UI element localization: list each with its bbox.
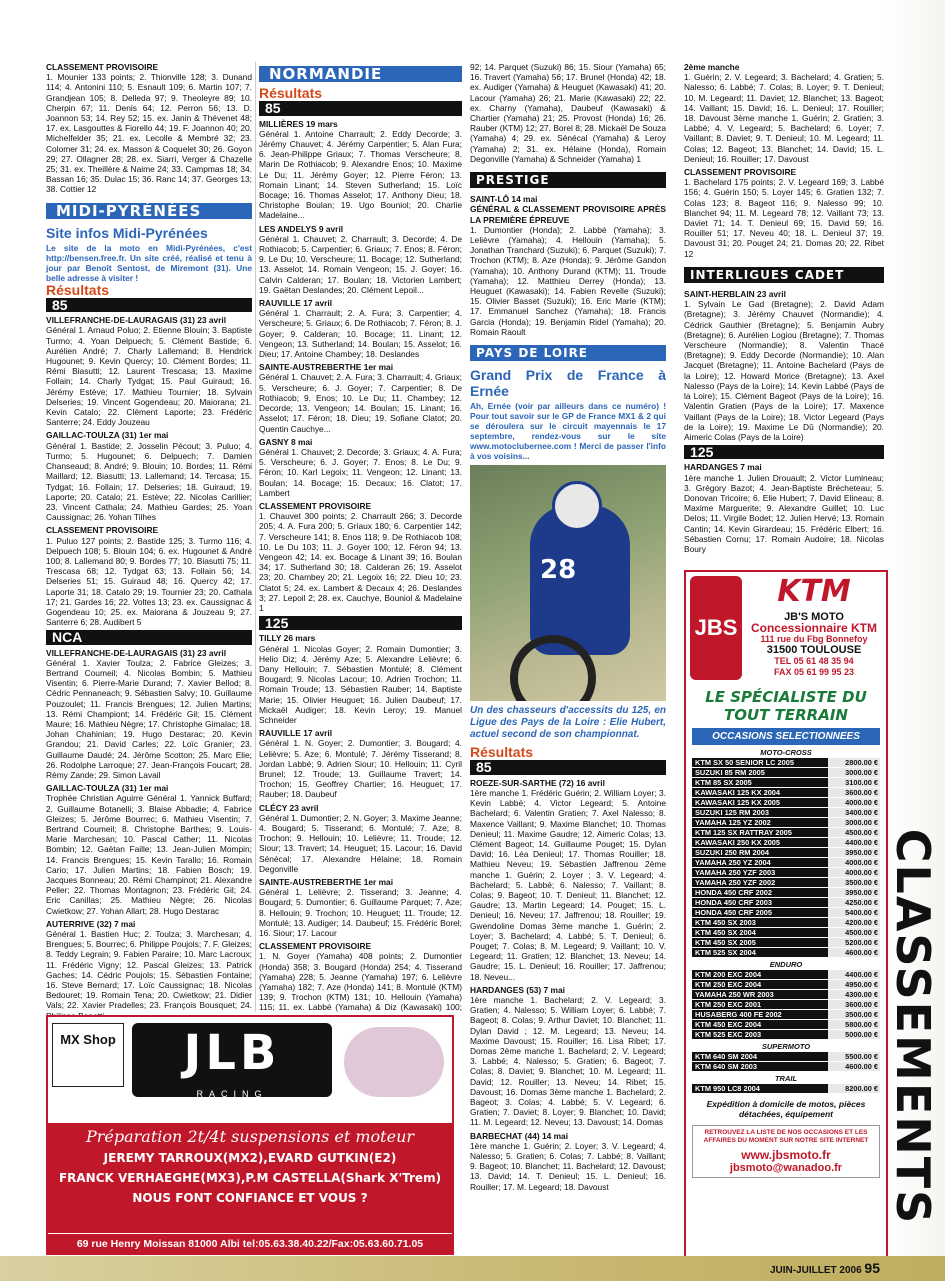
normandie-banner: NORMANDIE bbox=[259, 66, 462, 82]
occasions-heading: OCCASIONS SELECTIONNEES bbox=[692, 728, 880, 745]
event-results: Général 1. Bastide; 2. Josselin Pécout; 3. Puluo; 4. Turmo; 5. Hugounet; 6. Delpuech; 7. Damien Chanseaud; 8. André; 9. Blouin; 10. Bordes; 11. Rémi Maillard; 12. Biasutti; 13. Lallemand; 14. Tercasa; 15. Tydgat; 16. Follain; 17. Delseries; 18. Guiraud; 19. Laporte; 20. Catalo; 21. Estève; 22. Nicolas Carillier; 23. Vincent Cathala; 24. Mathieu Gardes; 25. Yoan Caussignac; 26. Yohan Tilhes bbox=[46, 440, 252, 523]
occasion-model: KTM 450 SX 2003 bbox=[692, 918, 828, 927]
result-section bbox=[259, 298, 462, 359]
result-section bbox=[470, 1131, 666, 1192]
occasion-row bbox=[692, 858, 880, 867]
occasion-price: 5500.00 € bbox=[828, 1052, 880, 1061]
event-results: Général 1. N. Goyer; 2. Dumontier; 3. Bougard; 4. Lelièvre; 5. Aze; 6. Montulé; 7. Jérémy Tisserand; 8. Jordan Labbé; 9. Adrien Siour; 10. Hellouin; 11. Cyril Brunel; 12. Troude; 13. Guillaume Travert; 14. Trochon; 15. Geoffrey Chartier; 16. Heuguet; 17. Rauber; 18. Daubeuf bbox=[259, 738, 462, 800]
category-85: 85 bbox=[470, 760, 666, 774]
result-section bbox=[259, 119, 462, 221]
jlb-line-3: FRANCK VERHAEGHE(MX3),P.M CASTELLA(Shark X'Trem) bbox=[58, 1171, 442, 1185]
jlb-logo: JLB bbox=[132, 1023, 332, 1097]
occasion-model: KTM 85 SX 2005 bbox=[692, 778, 828, 787]
jbs-footer bbox=[692, 1125, 880, 1178]
result-section bbox=[46, 430, 252, 522]
plate-number: 28 bbox=[540, 555, 577, 586]
occasion-price: 4600.00 € bbox=[828, 1062, 880, 1071]
jlb-line-1: Préparation 2t/4t suspensions et moteur bbox=[85, 1127, 415, 1146]
result-section bbox=[46, 783, 252, 916]
occasion-model: YAMAHA 250 WR 2003 bbox=[692, 990, 828, 999]
photo-caption: Un des chasseurs d'accessits du 125, en Ligue des Pays de la Loire : Elie Hubert, actuel second de son championnat. bbox=[470, 705, 666, 741]
continued-classement bbox=[470, 62, 666, 164]
jlb-line-2: JEREMY TARROUX(MX2),EVARD GUTKIN(E2) bbox=[103, 1151, 397, 1165]
event-heading: VILLEFRANCHE-DE-LAURAGAIS (31) 23 avril bbox=[46, 315, 227, 326]
occasion-price: 3000.00 € bbox=[828, 768, 880, 777]
site-info-text: Le site de la moto en Midi-Pyrénées, c'est http://bensen.free.fr. Un site créé, réalisé et tenu à jour par Benoît Sentost, de Miremont (31). Une belle adresse à visiter ! bbox=[46, 242, 252, 283]
occasion-row bbox=[692, 818, 880, 827]
result-section bbox=[684, 289, 884, 442]
occasion-row bbox=[692, 970, 880, 979]
event-subheading: GÉNÉRAL & CLASSEMENT PROVISOIRE APRÈS LA PREMIÈRE ÉPREUVE bbox=[470, 204, 666, 225]
occasion-row bbox=[692, 888, 880, 897]
result-section bbox=[684, 62, 884, 164]
occasion-price: 4400.00 € bbox=[828, 970, 880, 979]
results-heading: Résultats bbox=[470, 744, 534, 761]
jbs-moto-ad bbox=[684, 570, 888, 1258]
occasion-price: 5200.00 € bbox=[828, 938, 880, 947]
occasion-price: 4600.00 € bbox=[828, 948, 880, 957]
result-section bbox=[470, 778, 666, 982]
occasion-model: HUSABERG 400 FE 2002 bbox=[692, 1010, 828, 1019]
event-results: 1ère manche 1. Guérin; 2. Loyer; 3. V. Legeard; 4. Nalesso; 5. Gratien; 6. Colas; 7. Labbé; 8. Vaillant; 9. Bageot; 10. Blanchet; 11. Bachelard; 12. Davoust; 13. David; 14. T. Denieul; 15. L. Denieul; 16. Rouiller; 17. M. Legeard; 18. Davoust bbox=[470, 1140, 666, 1192]
interligues-banner: INTERLIGUES CADET bbox=[684, 267, 884, 283]
occasion-model: SUZUKI 250 RM 2004 bbox=[692, 848, 828, 857]
event-heading: LES ANDELYS 9 avril bbox=[259, 223, 344, 234]
jbs-website[interactable]: www.jbsmoto.fr bbox=[741, 1148, 831, 1162]
occasion-row bbox=[692, 778, 880, 787]
occasion-row bbox=[692, 1052, 880, 1061]
occasion-category: TRAIL bbox=[774, 1074, 798, 1083]
occasion-model: KTM 250 EXC 2001 bbox=[692, 1000, 828, 1009]
occasion-price: 4000.00 € bbox=[828, 858, 880, 867]
event-results: Général 1. Lelièvre; 2. Tisserand; 3. Jeanne; 4. Bougard; 5. Dumontier; 6. Guillaume Parquet; 7. Aze; 8. Hellouin; 9. Trochon; 10. Heuguet; 11. Troude; 12. Montulé; 13. Audiger; 14. Daubeuf; 15. Frédéric Borel; 16. Siour; 17. Lacour bbox=[259, 887, 462, 939]
occasion-category: SUPERMOTO bbox=[761, 1042, 811, 1051]
event-results: Général 1. Chauvet; 2. A. Fura; 3. Charrault; 4. Griaux; 5. Verscheure; 6. J. Goyer; 7. Carpentier; 8. De Rothiacob; 9. Enos; 10. Le Du; 11. Chambey; 12. Decorde; 13. Vengeon; 14. Boulan; 15. Linant; 16. Asselot; 17. Féron; 18. Dieu; 19. Sofiane Clatot; 20. Quentin Cauchye... bbox=[259, 372, 462, 434]
occasion-model: YAMAHA 250 YZ 2004 bbox=[692, 858, 828, 867]
jbs-name: JB'S MOTO bbox=[784, 611, 844, 623]
page-number: 95 bbox=[864, 1260, 880, 1276]
occasion-row bbox=[692, 908, 880, 917]
occasion-price: 3950.00 € bbox=[828, 848, 880, 857]
event-heading: GAILLAC-TOULZA (31) 1er mai bbox=[46, 783, 169, 794]
occasion-row bbox=[692, 990, 880, 999]
occasion-price: 4950.00 € bbox=[828, 980, 880, 989]
occasion-model: KTM 450 EXC 2004 bbox=[692, 1020, 828, 1029]
jlb-racing-ad bbox=[46, 1015, 454, 1255]
event-heading: SAINT-HERBLAIN 23 avril bbox=[684, 289, 786, 300]
occasion-model: YAMAHA 250 YZF 2002 bbox=[692, 878, 828, 887]
occasion-model: KTM 525 SX 2004 bbox=[692, 948, 828, 957]
results-heading: Résultats bbox=[259, 85, 323, 102]
occasion-price: 4250.00 € bbox=[828, 898, 880, 907]
occasion-price: 8200.00 € bbox=[828, 1084, 880, 1093]
section-text: 1. Mounier 133 points; 2. Thionville 128; 3. Dunand 114; 4. Antonini 110; 5. Esnault 109; 6. Martin 107; 7. Grandjean 105; 8. Delleda 97; 9. Theoleyre 89; 10. Cherpin 67; 11. Denis 64; 12. Perron 56; 13. D. Joannon 53; 14. Rey 52; 15. ex. Janin & Thévenet 48; 17. ex. Lasgouttes & Fiorello 44; 19. F. Joannon 40; 20. Michelfelder 35; 21. ex. Lecolle & Membré 32; 23. Colomer 31; 24. ex. Masson & Coquelet 30; 26. Goyon 29; 27. Ollagner 28; 28. ex. Siarri, Verger & Chazelle 25; 31. ex. Theillère & Naime 24; 33. Campmas 18; 34. Bassan 16; 35. Dulac 15; 36. Ranc 14; 37. Georges 13; 38. Cottier 12 bbox=[46, 72, 252, 195]
gp-title: Grand Prix de France à Ernée bbox=[470, 367, 666, 400]
result-section bbox=[470, 194, 666, 337]
occasion-model: YAMAHA 125 YZ 2002 bbox=[692, 818, 828, 827]
jbs-specialist: LE SPÉCIALISTE DU TOUT TERRAIN bbox=[705, 688, 867, 724]
occasion-price: 4300.00 € bbox=[828, 990, 880, 999]
result-section bbox=[259, 501, 462, 613]
occasion-model: SUZUKI 85 RM 2005 bbox=[692, 768, 828, 777]
event-heading: CLASSEMENT PROVISOIRE bbox=[259, 500, 372, 511]
event-heading: SAINT-LÔ 14 mai bbox=[470, 194, 538, 205]
occasion-row bbox=[692, 898, 880, 907]
occasion-model: KTM 525 EXC 2003 bbox=[692, 1030, 828, 1039]
event-results: 1. Bachelard 175 points; 2. V. Legeard 169; 3. Labbé 156; 4. Guérin 150; 5. Loyer 145; 6. Gratien 132; 7. Colas 123; 8. Bageot 116; 9. Nalesso 99; 10. Blanchet 94; 11. M. Legeard 78; 12. Vaillant 73; 13. Daviet 71; 14. T. Denieul 69; 15. David 59; 16. Rouiller 51; 17. Neveu 40; 18. L. Denieul 37; 19. Davoust 31; 20. Pouget 24; 21. Domas 20; 22. Ribet 12 bbox=[684, 177, 884, 259]
occasion-row bbox=[692, 848, 880, 857]
occasion-price: 4000.00 € bbox=[828, 798, 880, 807]
event-heading: AUTERRIVE (32) 7 mai bbox=[46, 918, 136, 929]
occasion-price: 3500.00 € bbox=[828, 1010, 880, 1019]
event-heading: HARDANGES (53) 7 mai bbox=[470, 984, 565, 995]
event-heading: RAUVILLE 17 avril bbox=[259, 298, 333, 309]
result-section bbox=[684, 167, 884, 259]
event-heading: CLASSEMENT PROVISOIRE bbox=[259, 941, 372, 952]
column-1 bbox=[46, 62, 252, 1024]
result-section bbox=[259, 941, 462, 1023]
event-results: 1. Guérin; 2. V. Legeard; 3. Bachelard; 4. Gratien; 5. Nalesso; 6. Labbé; 7. Colas; 8. Loyer; 9. T. Denieul; 10. M. Legeard; 11. Daviet; 12. Blanchet; 13. Bageot; 14. Vaillant; 15. David; 16. L. Denieul; 17. Rouiller; 18. Davoust 3ème manche 1. Guérin; 2. Gratien; 3. Labbé; 4. V. Legeard; 5. Bachelard; 6. Loyer; 7. Vaillant; 8. Daviet; 9. T. Denieul; 10. M. Legeard; 11. Colas; 12. Bageot; 13. Blanchet; 14. David; 15. L. Denieul; 16. Rouiller; 17. Davoust bbox=[684, 72, 884, 164]
event-heading: ROEZE-SUR-SARTHE (72) 16 avril bbox=[470, 777, 605, 788]
occasion-price: 4200.00 € bbox=[828, 918, 880, 927]
jbs-city: 31500 TOULOUSE bbox=[766, 644, 862, 656]
event-heading: GASNY 8 mai bbox=[259, 436, 313, 447]
occasion-price: 3000.00 € bbox=[828, 818, 880, 827]
event-heading: CLÉCY 23 avril bbox=[259, 802, 319, 813]
occasion-model: KTM 450 SX 2005 bbox=[692, 938, 828, 947]
event-results: 1ère manche 1. Bachelard; 2. V. Legeard; 3. Gratien; 4. Nalesso; 5. William Loyer; 6. Labbé; 7. Bageot; 8. Colas; 9. Arthur Daviet; 10. Blanchet; 11. Dylan David ; 12. M. Legeard; 13. Neveu; 14. Maxime Davoust; 15. Rouiller; 16. Lisa Ribet; 17. Domas 2ème manche 1. Bachelard; 2. V. Legeard; 3. Labbé; 4. Nalesso; 5. Gratien; 6. Bageot; 7. Colas; 8. Daviet; 9. Blanchet; 10. M. Legeard; 11. David; 12. Rouiller; 13. Neveu; 14. Ribet; 15. Davoust; 16. Domas 3ème manche 1. Bachelard; 2. Bageot; 3. Colas; 4. Labbé; 5. V. Legeard; 6. Gratien; 7. Daviet; 8. Loyer; 9. Blanchet; 10. David; 11. M. Legeard; 12. Neveu; 13. Davoust; 14. Domas bbox=[470, 994, 666, 1128]
column-2 bbox=[259, 66, 462, 1026]
result-section bbox=[259, 224, 462, 295]
issue-date: JUIN-JUILLET 2006 bbox=[769, 1265, 862, 1276]
results-heading: Résultats bbox=[46, 281, 110, 298]
result-section bbox=[470, 985, 666, 1128]
event-heading: HARDANGES 7 mai bbox=[684, 462, 762, 473]
event-results: 1. Sylvain Le Gad (Bretagne); 2. David Adam (Bretagne); 3. Jérémy Chauvet (Normandie); 4. Cédrick Gauthier (Bretagne); 5. Benjamin Aubry (Bretagne); 6. Aurélien Logiou (Bretagne); 7. Thomas Verscheure (Normandie); 8. Valentin Thacé (Bretagne); 9. Eddy Decorde (Normandie); 10. Alan Jacquet (Bretagne); 11. Antoine Bachelard (Pays de la Loire); 12. Howard Morice (Bretagne); 13. Axel Nalesso (Pays de la Loire); 14. Kevin Labbé (Pays de la Loire); 15. Clément Bageot (Pays de la Loire); 16. Valentin Gratien (Pays de la Loire); 17. Maxence Vaillant (Pays de la Loire); 18. Victor Legeard (Pays de la Loire); 19. Maxime Le Dû (Normandie); 20. Aimeric Colas (Pays de la Loire) bbox=[684, 299, 884, 442]
occasion-row bbox=[692, 938, 880, 947]
occasion-row bbox=[692, 1062, 880, 1071]
occasion-model: YAMAHA 250 YZF 2003 bbox=[692, 868, 828, 877]
jlb-line-4: NOUS FONT CONFIANCE ET VOUS ? bbox=[132, 1191, 368, 1205]
occasion-row bbox=[692, 878, 880, 887]
event-results: Trophée Christian Aguirre Général 1. Yannick Buffard; 2. Guillaume Botanelli; 3. Blaise Abbadie; 4. Fabrice Gleizes; 5. Jérôme Bourrec; 6. Mathieu Visentin; 7. Bertrand Coumeil; 8. Christophe Barthes; 9. Louis-Marie Marchesan; 10. Pascal Cather; 11. Nicolas Bombin; 12. Gaëtan Faille; 13. Jean-Julien Mompin; 14. Francis Brengues; 15. Kevin Tarallo; 16. Romain Cario; 17. Julien Martins; 18. Fabien Bosch; 19. Jacques Bonneau; 20. Rémi Champinot; 21. Alexandre Peller; 22. Thomas Montagnon; 23. Frédéric Gil; 24. Eric Canillas; 25. Mathieu Nègre; 26. Nicolas Cwietkow; 27. Yohan Allart; 28. Hugo Destarac bbox=[46, 793, 252, 916]
occasion-row bbox=[692, 788, 880, 797]
result-section bbox=[46, 525, 252, 627]
event-results: 1. Puluo 127 points; 2. Bastide 125; 3. Turmo 116; 4. Delpuech 108; 5. Blouin 104; 6. ex. Hugounet & André 100; 8. Lallemand 80; 9. Bordes 77; 10. Biasutti 75; 11. Trescasa 68; 12. Tydgat 63; 13. Follain 56; 14. Delseries 51; 15. Guiraud 48; 16. Quercy 42; 17. Laporte 31; 18. Catalo 29; 19. Tournier 23; 20. Cathala 17; 21. Gardes 16; 22. Voltes 13; 23. ex. Caussignac & Gogendeau 10; 25. ex. Maiorana & Jouzeau 9; 27. Santerre 6; 28. Audibert 5 bbox=[46, 535, 252, 628]
category-125: 125 bbox=[259, 616, 462, 630]
occasion-price: 4000.00 € bbox=[828, 868, 880, 877]
result-section bbox=[259, 437, 462, 498]
jlb-ad-body bbox=[48, 1123, 452, 1233]
event-heading: 2ème manche bbox=[684, 62, 740, 72]
event-heading: VILLEFRANCHE-DE-LAURAGAIS (31) 23 avril bbox=[46, 647, 227, 658]
event-results: Général 1. Charrault; 2. A. Fura; 3. Carpentier; 4. Verscheure; 5. Griaux; 6. De Rothiacob; 7. Féron; 8. J. Goyer; 9. Calderan; 10. Bocage; 11. Linant; 12. Vengeon; 13. Sutherland; 14. Boulan; 15. Asselot; 16. Dieu; 17. Antoine Chambey; 18. Deslandes bbox=[259, 308, 462, 360]
result-section bbox=[259, 877, 462, 938]
result-section bbox=[46, 648, 252, 781]
event-heading: CLASSEMENT PROVISOIRE bbox=[46, 525, 159, 536]
jbs-tel: TEL 05 61 48 35 94 bbox=[774, 656, 854, 666]
jlb-racing-label: RACING bbox=[196, 1089, 268, 1099]
section-heading: CLASSEMENT PROVISOIRE bbox=[46, 62, 159, 72]
midi-pyrenees-banner: MIDI-PYRÉNÉES bbox=[46, 203, 252, 219]
event-results: Général 1. Chauvet; 2. Decorde; 3. Griaux; 4. A. Fura; 5. Verscheure; 6. J. Goyer; 7. Enos; 8. Le Du; 9. Féron; 10. Karl Legoix; 11. Vengeon; 12. Linant; 13. Boulan; 14. Bocage; 15. Decaux; 16. Clatot; 17. Lambert bbox=[259, 446, 462, 498]
occasion-category: ENDURO bbox=[769, 960, 803, 969]
motorbike-illustration bbox=[344, 1027, 444, 1097]
event-results: 1. Dumontier (Honda); 2. Labbé (Yamaha); 3. Lelièvre (Yamaha); 4. Hellouin (Yamaha); 5. Jonathan Tranchard (Suzuki); 6. Parquet (Suzuki); 7. Trochon (KTM); 8. Aze (Honda); 9. Jérôme Gandon (Yamaha); 10. Anthony Durand (KTM); 11. Troude (Yamaha); 12. Matthieu Derrey (Honda); 13. Heuguet (Kawasaki); 14. Fabien Revelle (Suzuki); 15. Olivier Basset (Suzuki); 16. Eric Marie (KTM); 17. Emmanuel Sanchez (Yamaha); 18. Francis Garcia (Honda); 19. Benjamin Ridel (Yamaha); 20. Romain Raoult bbox=[470, 224, 666, 337]
helmet-shape bbox=[552, 481, 602, 531]
occasion-price: 4500.00 € bbox=[828, 928, 880, 937]
occasion-price: 3600.00 € bbox=[828, 1000, 880, 1009]
event-results: 1. Chauvet 300 points; 2. Charrault 266; 3. Decorde 205; 4. A. Fura 200; 5. Griaux 180; 6. Carpentier 142; 7. Verscheure 141; 8. Enos 118; 9. De Rothiacob 108; 10. Le Du 103; 11. J. Goyer 100; 12. Féron 94; 13. Vengeon 42; 14. ex. Bocage & Linant 39; 16. Boulan 34; 17. Sutherland 30; 18. Calderan 26; 19. Asselot 23; 20. Chambey 20; 21. Legoix 16; 22. Dieu 10; 23. Clatot 5; 24. ex. Lambert & Decaux 4; 26. Deslandes 3; 27. Lepoil 2; 28. ex. Cauchye, Bouniol & Madelaine 1 bbox=[259, 511, 462, 613]
jbs-contact bbox=[748, 612, 880, 678]
event-heading: SAINTE-AUSTREBERTHE 1er mai bbox=[259, 362, 394, 373]
occasion-row bbox=[692, 1000, 880, 1009]
motocross-photo bbox=[470, 465, 666, 701]
occasion-row bbox=[692, 918, 880, 927]
category-125: 125 bbox=[684, 445, 884, 459]
occasion-model: SUZUKI 125 RM 2003 bbox=[692, 808, 828, 817]
result-section bbox=[259, 362, 462, 433]
occasion-price: 3400.00 € bbox=[828, 808, 880, 817]
section-text: 92; 14. Parquet (Suzuki) 86; 15. Siour (Yamaha) 65; 16. Travert (Yamaha) 56; 17. Brunel (Honda) 42; 18. ex. Audiger (Yamaha) & Heuguet (Kawasaki) 41; 20. Lacour (Yamaha) 26; 21. Marie (Kawasaki) 22; 22. ex. Charny (Yamaha), Daubeuf (Kawasaki) & Chartier (Yamaha) 21; 25. Provost (Honda) 16; 26. Rauber (KTM) 12; 27. Borel 8; 28. Mickaël De Souza (Yamaha) 4; 29. ex. Sénécal (Yamaha) & Leroy (Yamaha) 2; 31. ex. Hélaine (Honda), Romain Degonville (Yamaha) & Schneider (Yamaha) 1 bbox=[470, 62, 666, 164]
occasion-model: KTM 640 SM 2003 bbox=[692, 1062, 828, 1071]
occasion-row bbox=[692, 928, 880, 937]
event-results: 1ère manche 1. Julien Drouault; 2. Victor Lumineau; 3. Grégory Bazot; 4. Jean-Baptiste Brécheteau; 5. Donovan Tricoire; 6. Elie Hubert; 7. David Elineau; 8. Maxime Marguerite; 9. Alexandre Guillet; 10. Luc Delos; 11. Virgile Bodet; 12. Julien Hervé; 13. Romain Cantin; 14. Kevin Girardeau; 15. Frédéric Elbert; 16. Sébastien Cornu; 17. Romain Audoire; 18. Nicolas Boury bbox=[684, 472, 884, 554]
jbs-logo: JBS bbox=[690, 576, 742, 680]
occasion-model: KAWASAKI 125 KX 2004 bbox=[692, 788, 828, 797]
jbs-concession: Concessionnaire KTM bbox=[750, 621, 878, 635]
occasion-row bbox=[692, 980, 880, 989]
occasion-row bbox=[692, 948, 880, 957]
occasion-price: 5400.00 € bbox=[828, 908, 880, 917]
occasion-row bbox=[692, 1020, 880, 1029]
occasion-model: KTM 200 EXC 2004 bbox=[692, 970, 828, 979]
occasion-model: HONDA 450 CRF 2005 bbox=[692, 908, 828, 917]
occasion-price: 3100.00 € bbox=[828, 778, 880, 787]
occasion-model: HONDA 450 CRF 2002 bbox=[692, 888, 828, 897]
event-heading: TILLY 26 mars bbox=[259, 633, 316, 644]
event-heading: BARBECHAT (44) 14 mai bbox=[470, 1130, 569, 1141]
gp-info: Ah, Ernée (voir par ailleurs dans ce numéro) ! Pour tout savoir sur le GP de France MX1 & 2 qui se déroulera sur le circuit mayennais le 17 septembre, rendez-vous sur le site www.motoclubernee.com ! Merci de passer l'info à vos voisins... bbox=[470, 401, 666, 462]
occasion-row bbox=[692, 758, 880, 767]
mx-shop-label: MX Shop bbox=[52, 1023, 124, 1087]
event-results: 1ère manche 1. Frédéric Guérin; 2. William Loyer; 3. Kevin Labbé; 4. Victor Legeard; 5. Antoine Bachelard; 6. Valentin Gratien; 7. Axel Nalesso; 8. Maxence Vaillant; 9. Maxime Blanchet; 10. Thomas Denieul; 11. Maxime Gaudre; 12. Aimeric Colas; 13. Clément Bageot; 14. Guillaume Pouget; 15. Dylan David; 16. Léa Denieul; 17. Thomas Rouiller; 18. Mathieu Neveu; 19. Sébastien Jaffrenou 2ème manche 1. Guérin; 2. Loyer ; 3. V. Legeard; 4. Bachelard; 5. Labbé; 6. Nalesso; 7. Vaillant; 8. Colas; 9. Bageot; 10. T. Denieul; 11. Blanchet; 12. Gaudre; 13. Martin Legeard; 14. Pouget; 15. L. Denieul; 16. Neveu; 17. Jaffrenou; 18. Rouiller; 19. Gwendoline Domas 3ème manche 1. Guérin; 2. Loyer; 3. Bachelard; 4. Labbé; 5. T. Denieul; 6. Pouget; 7. Colas; 8. M. Legeard; 9. Vaillant; 10. V. Legeard; 11. Gratien; 12. Blanchet; 13. Neveu; 14. Gaudre; 15. L. Denieul; 16. Rouiller; 17. Jaffrenou; 18. Neveu... bbox=[470, 787, 666, 982]
site-info-title: Site infos Midi-Pyrénées bbox=[46, 224, 208, 241]
occasion-price: 3500.00 € bbox=[828, 878, 880, 887]
occasion-model: KTM 950 LC8 2004 bbox=[692, 1084, 828, 1093]
occasion-row bbox=[692, 838, 880, 847]
column-3 bbox=[470, 62, 666, 1195]
event-results: Général 1. Chauvet; 2. Charrault; 3. Decorde; 4. De Rothiacob; 5. Carpentier; 6. Griaux; 7. Enos; 8. Féron; 9. Le Du; 10. Verscheure; 11. Bocage; 12. Sutherland; 13. Asselot; 14. Romain Vengeon; 15. J. Goyer; 16. Calvin Calderan; 17. Boulan; 18. Victorien Lambert; 19. Gaëtan Deslandes; 20. Clément Lepoil... bbox=[259, 233, 462, 295]
column-rule bbox=[255, 62, 256, 1012]
occasion-price: 2800.00 € bbox=[828, 758, 880, 767]
result-section bbox=[259, 633, 462, 725]
occasion-price: 5000.00 € bbox=[828, 1030, 880, 1039]
jlb-address: 69 rue Henry Moissan 81000 Albi tel:05.63.38.40.22/Fax:05.63.60.71.05 bbox=[48, 1233, 452, 1254]
occasion-price: 5800.00 € bbox=[828, 1020, 880, 1029]
occasion-price: 3600.00 € bbox=[828, 788, 880, 797]
occasion-row bbox=[692, 868, 880, 877]
occasion-price: 4400.00 € bbox=[828, 838, 880, 847]
side-title bbox=[886, 790, 941, 1250]
occasion-price: 3950.00 € bbox=[828, 888, 880, 897]
result-section bbox=[46, 919, 252, 1021]
classement-provisoire-top bbox=[46, 62, 252, 195]
occasion-model: KTM 640 SM 2004 bbox=[692, 1052, 828, 1061]
occasion-model: HONDA 450 CRF 2003 bbox=[692, 898, 828, 907]
jbs-expedition: Expédition à domicile de motos, pièces détachées, équipement bbox=[706, 1099, 866, 1119]
event-heading: MILLIÈRES 19 mars bbox=[259, 118, 338, 129]
result-section bbox=[684, 462, 884, 554]
event-heading: CLASSEMENT PROVISOIRE bbox=[684, 167, 797, 178]
event-results: Général 1. Xavier Toulza; 2. Fabrice Gleizes; 3. Bertrand Coumeil; 4. Nicolas Bombin; 5. Mathieu Visentin; 6. Pierre-Marie Durand; 7. Xavier Bellod; 8. Cédric Pennaneach; 9. Sébastien Salvy; 10. Guillaume Pouzoulet; 11. Francis Brengues; 12. Julien Martins; 13. Rémi Championt; 14. Frédéric Gil; 15. Clément Maure; 16. Mathieu Nègre; 17. Christophe Gimalac; 18. Johan Chahinian; 19. Hugo Destarac; 20. Kevin Grandou; 21. David Carles; 22. Loïc Granier; 23. Guillaume Daudé; 24. Jérôme Scotton; 25. Marc Elie; 26. Rodolphe Larroque; 27. Jean-François Foucart; 28. Rémy Zande; 29. Simon Lavail bbox=[46, 657, 252, 780]
jbs-header bbox=[686, 572, 886, 684]
event-heading: GAILLAC-TOULZA (31) 1er mai bbox=[46, 430, 169, 441]
jbs-email[interactable]: jbsmoto@wanadoo.fr bbox=[729, 1162, 843, 1174]
occasion-row bbox=[692, 1010, 880, 1019]
event-heading: SAINTE-AUSTREBERTHE 1er mai bbox=[259, 877, 394, 888]
event-heading: RAUVILLE 17 avril bbox=[259, 728, 333, 739]
event-results: Général 1. Dumontier; 2. N. Goyer; 3. Maxime Jeanne; 4. Bougard; 5. Tisserand; 6. Montulé; 7. Aze; 8. Trochon; 9. Hellouin; 10. Lelièvre; 11. Troude; 12. Siour; 13. Travert; 14. Heuguet; 15. Lacour; 16. David Sénécal; 17. Alexandre Hélaine; 18. Romain Degonville bbox=[259, 812, 462, 874]
column-4 bbox=[684, 62, 884, 567]
category-85: 85 bbox=[46, 298, 252, 312]
category-85: 85 bbox=[259, 101, 462, 115]
event-results: 1. N. Goyer (Yamaha) 408 points; 2. Dumontier (Honda) 358; 3. Bougard (Honda) 254; 4. Tisserand (Yamaha) 228; 5. Jeanne (Yamaha) 197; 6. Lelièvre (Yamaha) 182; 7. Aze (Honda) 141; 8. Montulé (KTM) 139; 9. Trochon (KTM) 131; 10. Hellouin (Yamaha) 115; 11. ex. Labbé (Yamaha) & Diz (Kawasaki) 100; bbox=[259, 951, 462, 1013]
page-footer bbox=[700, 1260, 880, 1276]
event-results: Général 1. Arnaud Poluo; 2. Etienne Blouin; 3. Baptiste Turmo; 4. Yoan Delpuech; 5. Clément Bastide; 6. Aurélien André; 7. Charly Lallemand; 8. Hendrick Hugounet; 9. Kevin Quercy; 10. Clément Bordes; 11. Rémi Biasutti; 12. Laurent Trescasa; 13. Maxime Follain; 14. Charly Tydgat; 15. Paul Guiraud; 16. Jérémy Estève; 17. Mathieu Tournier; 18. Sylvain Delseries; 19. Vincent Gogendeau; 20. Maiorana; 21. Kevin Catalo; 22. Clément Laporte; 23. Frédéric Santerre; 24. Eddy Jouzeau bbox=[46, 325, 252, 428]
occasion-model: KTM 450 SX 2004 bbox=[692, 928, 828, 937]
occasion-model: KTM 125 SX RATTRAY 2005 bbox=[692, 828, 828, 837]
result-section bbox=[259, 728, 462, 799]
side-title-text: CLASSEMENTS bbox=[886, 828, 940, 1226]
occasion-row bbox=[692, 798, 880, 807]
occasion-model: KAWASAKI 250 KX 2005 bbox=[692, 838, 828, 847]
occasion-row bbox=[692, 1084, 880, 1093]
result-section bbox=[46, 315, 252, 427]
jlb-ad-header bbox=[48, 1017, 452, 1123]
event-results: Général 1. Nicolas Goyer; 2. Romain Dumontier; 3. Helio Diz; 4. Jérémy Aze; 5. Alexandre Lelièvre; 6. Dany Hellouin; 7. Sébastien Montulé; 8. Clément Bougard; 9. Nicolas Lacour; 10. Adrien Trochon; 11. Romain Troude; 13. Sébastien Rauber; 14. Baptiste Marie; 15. Olivier Heuguet; 16. Julien Daubeuf; 17. Mickaël Audiger; 18. Kevin Leroy; 19. Manuel Schneider bbox=[259, 643, 462, 725]
pays-de-loire-banner: PAYS DE LOIRE bbox=[470, 345, 666, 361]
occasion-row bbox=[692, 768, 880, 777]
occasion-row bbox=[692, 1030, 880, 1039]
occasion-price: 4500.00 € bbox=[828, 828, 880, 837]
jbs-fax: FAX 05 61 99 95 23 bbox=[773, 667, 855, 677]
jbs-retrouvez: RETROUVEZ LA LISTE DE NOS OCCASIONS ET LES AFFAIRES DU MOMENT SUR NOTRE SITE INTERNET bbox=[703, 1129, 869, 1144]
occasions-list bbox=[686, 748, 886, 1093]
occasion-row bbox=[692, 828, 880, 837]
ktm-logo: KTM bbox=[777, 574, 851, 609]
occasion-category: MOTO-CROSS bbox=[760, 748, 812, 757]
occasion-model: KAWASAKI 125 KX 2005 bbox=[692, 798, 828, 807]
occasion-model: KTM 250 EXC 2004 bbox=[692, 980, 828, 989]
occasion-model: KTM SX 50 SENIOR LC 2005 bbox=[692, 758, 828, 767]
category-nca: NCA bbox=[46, 630, 252, 644]
occasion-row bbox=[692, 808, 880, 817]
jbs-street: 111 rue du Fbg Bonnefoy bbox=[760, 634, 868, 644]
event-results: Général 1. Antoine Charrault; 2. Eddy Decorde; 3. Jérémy Chauvet; 4. Jérémy Carpentier; 5. Alan Fura; 6. Jean-Philippe Griaux; 7. Thomas Verscheure; 8. Marin De Rothiacob; 9. Alexandre Enos; 10. Maxime Le Du; 11. Jérémy Goyer; 12. Pierre Féron; 13. Romain Linant; 14. Steven Sutherland; 15. Loïc Bocage; 16. Thomas Asselot; 17. Anthony Dieu; 18. Christophe Boulan; 19. Ugo Bouniol; 20. Charlie Madelaine... bbox=[259, 128, 462, 221]
event-results: Général 1. Bastien Huc; 2. Toulza; 3. Marchesan; 4. Brengues; 5. Bourrec; 6. Philippe Poujols; 7. F. Gleizes; 8. Teddy Legrain; 9. Fabien Paraire; 10. Marc Lacroux; 11. Frédéric Vigny; 12. Pascal Gleizes; 13. Patrick Gaches; 14. Cédric Poujols; 15. Sébastien Fontaine; 16. Steve Bernard; 17. Loïc Caussignac; 18. Nicolas Bedouret; 19. Romain Tena; 20. Cwietkow; 21. Didier Vals; 22. Xavier Pradelles; 23. François Bousquet; 24. bbox=[46, 929, 252, 1011]
result-section bbox=[259, 803, 462, 874]
prestige-banner: PRESTIGE bbox=[470, 172, 666, 188]
